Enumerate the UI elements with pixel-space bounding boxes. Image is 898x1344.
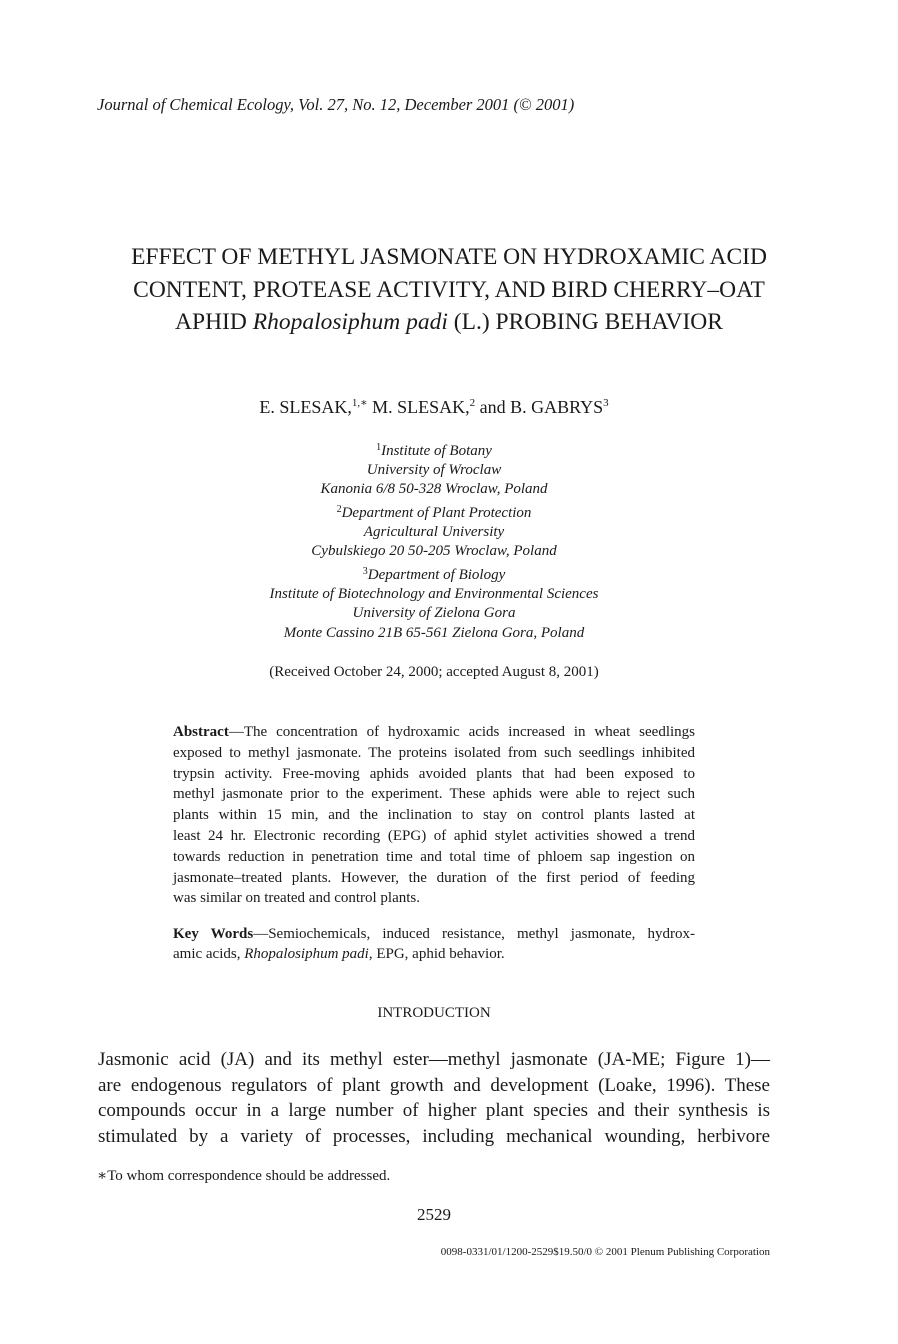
key-words-line bbox=[173, 945, 695, 965]
title-species-name: Rhopalosiphum padi bbox=[252, 309, 448, 335]
affiliation-superscript: 1 bbox=[376, 442, 382, 453]
title-line-1: EFFECT OF METHYL JASMONATE ON HYDROXAMIC ACID bbox=[131, 244, 767, 270]
footnote: ∗To whom correspondence should be addressed. bbox=[97, 1168, 391, 1184]
affiliation-text: Department of Plant Protection bbox=[341, 505, 532, 521]
affiliation-line: Cybulskiego 20 50-205 Wroclaw, Poland bbox=[311, 543, 557, 560]
abstract-line: least 24 hr. Electronic recording (EPG) of aphid stylet activities showed a trend bbox=[173, 827, 695, 844]
affiliation-line: Institute of Biotechnology and Environmental Sciences bbox=[269, 586, 599, 603]
body-line: are endogenous regulators of plant growth and development (Loake, 1996). These bbox=[98, 1074, 770, 1096]
body-line: compounds occur in a large number of higher plant species and their synthesis is bbox=[98, 1100, 770, 1121]
abstract-line: was similar on treated and control plants. bbox=[173, 890, 421, 907]
body-paragraph bbox=[98, 1047, 770, 1149]
abstract-line: jasmonate–treated plants. However, the duration of the first period of feeding bbox=[173, 869, 695, 886]
page-number: 2529 bbox=[417, 1205, 451, 1224]
affiliation-line bbox=[0, 566, 868, 585]
abstract bbox=[173, 722, 695, 909]
abstract-line: exposed to methyl jasmonate. The proteins isolated from such seedlings inhibited bbox=[173, 744, 695, 761]
affiliation-line: Agricultural University bbox=[363, 524, 505, 541]
author-superscript: 1,∗ bbox=[351, 397, 368, 409]
title-line-3 bbox=[60, 306, 838, 339]
affiliation-superscript: 3 bbox=[362, 566, 368, 577]
author-superscript: 2 bbox=[469, 397, 476, 409]
section-heading: INTRODUCTION bbox=[377, 1005, 491, 1021]
affiliation-line: Kanonia 6/8 50-328 Wroclaw, Poland bbox=[320, 481, 548, 498]
abstract-line: methyl jasmonate prior to the experiment. These aphids were able to reject such bbox=[173, 786, 695, 803]
affiliation-text: Institute of Botany bbox=[381, 443, 492, 459]
received-dates: (Received October 24, 2000; accepted August 8, 2001) bbox=[269, 664, 599, 680]
abstract-label: Abstract bbox=[173, 724, 229, 740]
affiliation-line: University of Zielona Gora bbox=[352, 605, 516, 622]
title-line-3-prefix: APHID bbox=[175, 309, 253, 335]
affiliation-line bbox=[0, 504, 868, 523]
affiliation-line: University of Wroclaw bbox=[366, 462, 502, 479]
abstract-line: plants within 15 min, and the inclination to stay on control plants lasted at bbox=[173, 807, 695, 824]
body-line: stimulated by a variety of processes, including mechanical wounding, herbivore bbox=[98, 1125, 770, 1147]
abstract-line bbox=[173, 722, 695, 743]
key-words-line bbox=[173, 925, 695, 945]
affiliation-3 bbox=[0, 566, 868, 643]
affiliation-line: Monte Cassino 21B 65-561 Zielona Gora, Poland bbox=[283, 624, 585, 641]
key-words-text: amic acids, bbox=[173, 945, 245, 962]
journal-citation: Journal of Chemical Ecology, Vol. 27, No. 12, December 2001 (© 2001) bbox=[97, 95, 575, 114]
key-words-species: Rhopalosiphum padi bbox=[244, 945, 369, 962]
author-name: and B. GABRYS bbox=[475, 397, 604, 417]
key-words-label: Key Words bbox=[173, 926, 254, 942]
affiliation-superscript: 2 bbox=[336, 504, 342, 515]
title-line-2: CONTENT, PROTEASE ACTIVITY, AND BIRD CHERRY–OAT bbox=[133, 276, 765, 303]
affiliation-2 bbox=[0, 504, 868, 562]
author-name: E. SLESAK, bbox=[259, 397, 352, 417]
abstract-line: trypsin activity. Free-moving aphids avoided plants that had been exposed to bbox=[173, 765, 695, 782]
body-line: Jasmonic acid (JA) and its methyl ester—methyl jasmonate (JA-ME; Figure 1)— bbox=[98, 1049, 770, 1070]
key-words-text: —Semiochemicals, induced resistance, methyl jasmonate, hydrox- bbox=[253, 926, 695, 942]
key-words-text: , EPG, aphid behavior. bbox=[368, 945, 505, 962]
affiliation-line bbox=[0, 442, 868, 461]
author-name: M. SLESAK, bbox=[367, 397, 470, 417]
copyright-line: 0098-0331/01/1200-2529$19.50/0 © 2001 Plenum Publishing Corporation bbox=[440, 1246, 770, 1258]
abstract-text: —The concentration of hydroxamic acids increased in wheat seedlings bbox=[228, 724, 695, 740]
abstract-line: towards reduction in penetration time and total time of phloem sap ingestion on bbox=[173, 848, 695, 865]
affiliation-1 bbox=[0, 442, 868, 500]
author-list bbox=[0, 397, 868, 418]
affiliation-text: Department of Biology bbox=[367, 567, 506, 583]
key-words bbox=[173, 925, 695, 964]
author-superscript: 3 bbox=[603, 397, 609, 409]
paper-title bbox=[60, 241, 838, 339]
title-line-3-suffix: (L.) PROBING BEHAVIOR bbox=[447, 309, 723, 335]
